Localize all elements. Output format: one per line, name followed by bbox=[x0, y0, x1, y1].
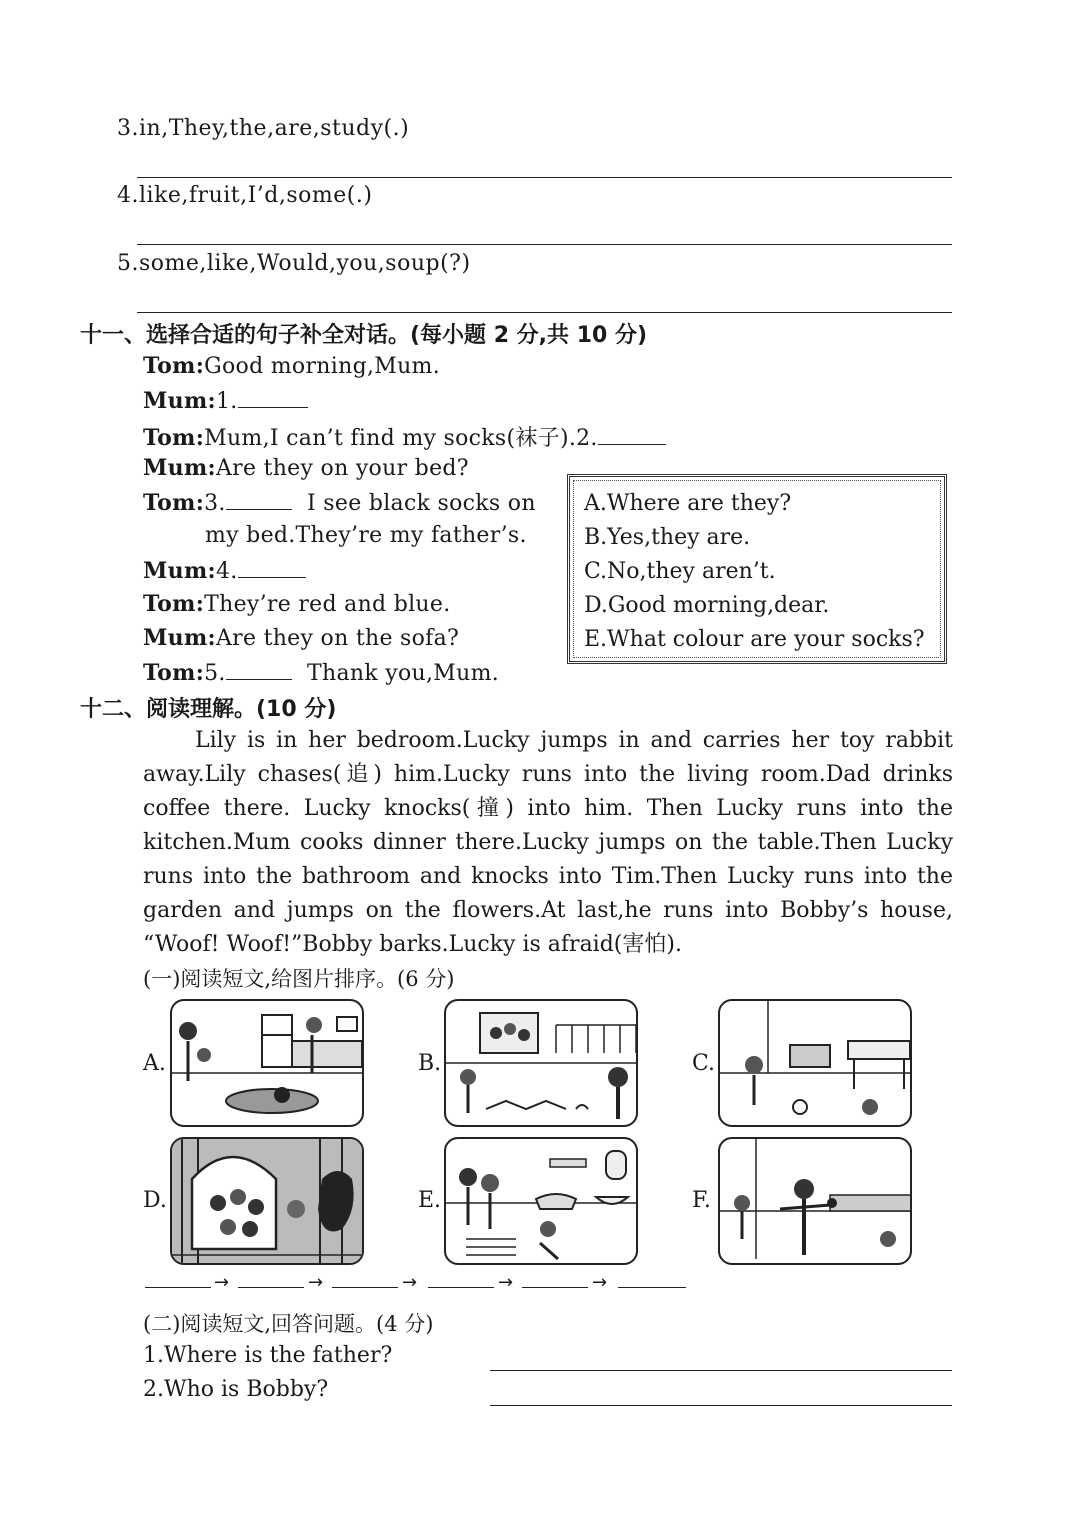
picture-label-b: B. bbox=[418, 1051, 442, 1076]
dialogue-line-5 bbox=[143, 489, 536, 516]
answer-line-4[interactable] bbox=[137, 244, 952, 245]
dialogue-text: Good morning,Mum. bbox=[204, 354, 440, 379]
question-1-answer-line[interactable] bbox=[490, 1370, 952, 1371]
blank-4[interactable] bbox=[238, 557, 306, 578]
blank-1[interactable] bbox=[238, 387, 308, 408]
options-box bbox=[567, 474, 947, 664]
blank-5[interactable] bbox=[226, 659, 292, 680]
sequence-blank-4[interactable] bbox=[428, 1287, 494, 1288]
question-2-answer-line[interactable] bbox=[490, 1405, 952, 1406]
dialogue-line-3 bbox=[143, 421, 666, 452]
dialogue-text: 4. bbox=[215, 559, 238, 584]
speaker: Mum: bbox=[143, 455, 216, 481]
arrow-icon: → bbox=[402, 1272, 418, 1293]
order-item-3: 3.in,They,the,are,study(.) bbox=[117, 116, 410, 141]
dog-house-illustration bbox=[172, 1139, 364, 1265]
passage-line: “Woof! Woof!”Bobby barks.Lucky is afraid(害怕). bbox=[143, 932, 682, 957]
answer-line-5[interactable] bbox=[137, 312, 952, 313]
option-c: C.No,they aren’t. bbox=[584, 559, 776, 584]
garden-illustration bbox=[446, 1001, 638, 1127]
passage-line: coffee there. Lucky knocks(撞) into him. Then Lucky runs into the bbox=[143, 796, 953, 821]
sequence-blank-2[interactable] bbox=[238, 1287, 304, 1288]
dialogue-text-after: Thank you,Mum. bbox=[307, 661, 500, 686]
sequence-blank-5[interactable] bbox=[522, 1287, 588, 1288]
dialogue-line-10 bbox=[143, 659, 499, 686]
bedroom-illustration bbox=[720, 1001, 912, 1127]
passage-line: runs into the bathroom and knocks into Tim.Then Lucky runs into the bbox=[143, 864, 953, 889]
speaker: Mum: bbox=[143, 625, 216, 651]
dialogue-text: 3. bbox=[204, 491, 226, 516]
blank-3[interactable] bbox=[226, 489, 292, 510]
option-a: A.Where are they? bbox=[584, 491, 792, 516]
picture-label-f: F. bbox=[692, 1188, 711, 1213]
dialogue-text: They’re red and blue. bbox=[204, 592, 451, 617]
sequence-blank-3[interactable] bbox=[332, 1287, 398, 1288]
arrow-icon: → bbox=[592, 1272, 608, 1293]
arrow-icon: → bbox=[214, 1272, 230, 1293]
dialogue-text-after: I see black socks on bbox=[307, 491, 536, 516]
speaker: Mum: bbox=[143, 558, 216, 584]
picture-f-living-room bbox=[718, 1137, 912, 1265]
arrow-icon: → bbox=[498, 1272, 514, 1293]
picture-c-bedroom bbox=[718, 999, 912, 1127]
answer-line-3[interactable] bbox=[137, 177, 952, 178]
passage-line: away.Lily chases(追) him.Lucky runs into the living room.Dad drinks bbox=[143, 762, 953, 787]
dialogue-line-6 bbox=[205, 523, 527, 548]
option-e: E.What colour are your socks? bbox=[584, 627, 925, 652]
order-item-5: 5.some,like,Would,you,soup(?) bbox=[117, 251, 471, 276]
dialogue-text: Mum,I can’t find my socks(袜子).2. bbox=[204, 426, 598, 451]
question-2: 2.Who is Bobby? bbox=[143, 1377, 329, 1402]
dialogue-line-4 bbox=[143, 455, 469, 481]
dialogue-text: 1. bbox=[215, 389, 238, 414]
speaker: Mum: bbox=[143, 388, 216, 414]
sequence-blank-1[interactable] bbox=[145, 1287, 211, 1288]
speaker: Tom: bbox=[143, 591, 205, 617]
speaker: Tom: bbox=[143, 353, 205, 379]
bathroom-illustration bbox=[446, 1139, 638, 1265]
dialogue-line-1 bbox=[143, 353, 440, 379]
dialogue-line-7 bbox=[143, 557, 306, 584]
dialogue-text: 5. bbox=[204, 661, 226, 686]
passage-line: kitchen.Mum cooks dinner there.Lucky jumps on the table.Then Lucky bbox=[143, 830, 953, 855]
picture-a-kitchen bbox=[170, 999, 364, 1127]
order-item-4: 4.like,fruit,I’d,some(.) bbox=[117, 183, 373, 208]
picture-d-dog-house bbox=[170, 1137, 364, 1265]
picture-label-c: C. bbox=[692, 1051, 716, 1076]
picture-e-bathroom bbox=[444, 1137, 638, 1265]
living-room-illustration bbox=[720, 1139, 912, 1265]
dialogue-line-8 bbox=[143, 591, 451, 617]
sequence-blank-6[interactable] bbox=[618, 1287, 686, 1288]
question-1: 1.Where is the father? bbox=[143, 1343, 393, 1368]
picture-label-e: E. bbox=[418, 1188, 442, 1213]
section-11-title: 十一、选择合适的句子补全对话。(每小题 2 分,共 10 分) bbox=[80, 323, 648, 348]
part-1-title: (一)阅读短文,给图片排序。(6 分) bbox=[143, 967, 455, 991]
dialogue-text: my bed.They’re my father’s. bbox=[205, 523, 527, 548]
picture-label-a: A. bbox=[143, 1051, 166, 1076]
passage-line: garden and jumps on the flowers.At last,he runs into Bobby’s house, bbox=[143, 898, 953, 923]
dialogue-line-2 bbox=[143, 387, 308, 414]
section-12-title: 十二、阅读理解。(10 分) bbox=[80, 697, 337, 722]
arrow-icon: → bbox=[308, 1272, 324, 1293]
speaker: Tom: bbox=[143, 490, 205, 516]
passage-line: Lily is in her bedroom.Lucky jumps in and carries her toy rabbit bbox=[195, 728, 953, 753]
blank-2[interactable] bbox=[598, 424, 666, 445]
picture-label-d: D. bbox=[143, 1188, 167, 1213]
speaker: Tom: bbox=[143, 425, 205, 451]
option-d: D.Good morning,dear. bbox=[584, 593, 830, 618]
kitchen-illustration bbox=[172, 1001, 364, 1127]
picture-b-garden bbox=[444, 999, 638, 1127]
dialogue-line-9 bbox=[143, 625, 459, 651]
speaker: Tom: bbox=[143, 660, 205, 686]
dialogue-text: Are they on your bed? bbox=[215, 456, 469, 481]
dialogue-text: Are they on the sofa? bbox=[215, 626, 460, 651]
part-2-title: (二)阅读短文,回答问题。(4 分) bbox=[143, 1312, 434, 1336]
reading-passage bbox=[143, 724, 953, 962]
option-b: B.Yes,they are. bbox=[584, 525, 751, 550]
